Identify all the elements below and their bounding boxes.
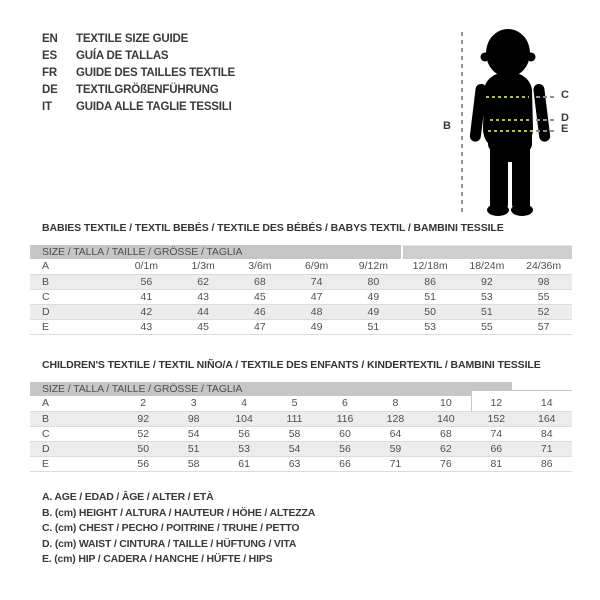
- hip-label: E: [561, 123, 569, 135]
- measurement-legend: [42, 490, 315, 568]
- table-cell: 71: [522, 441, 573, 456]
- row-label: A: [30, 259, 118, 274]
- table-row: [30, 319, 572, 334]
- table-cell: 2: [118, 396, 168, 411]
- table-cell: 49: [288, 319, 345, 334]
- table-row: [30, 411, 572, 426]
- table-cell: 98: [168, 411, 218, 426]
- babies-header-highlight: [401, 245, 572, 259]
- table-cell: 92: [118, 411, 168, 426]
- language-row: [42, 31, 235, 48]
- table-row: [30, 274, 572, 289]
- table-cell: 0/1m: [118, 259, 175, 274]
- babies-size-table: [30, 245, 572, 335]
- language-code: DE: [42, 84, 58, 96]
- waist-label: D: [561, 112, 569, 124]
- table-cell: 164: [522, 411, 573, 426]
- table-cell: 45: [175, 319, 232, 334]
- table-cell: 6: [320, 396, 370, 411]
- legend-row: C. (cm) CHEST / PECHO / POITRINE / TRUHE / PETTO: [42, 522, 300, 534]
- table-cell: 50: [118, 441, 168, 456]
- table-cell: 9/12m: [345, 259, 402, 274]
- table-cell: 68: [232, 274, 289, 289]
- height-label: B: [443, 120, 451, 132]
- language-row: [42, 48, 235, 65]
- table-cell: 56: [219, 426, 269, 441]
- table-cell: 92: [459, 274, 516, 289]
- table-cell: 8: [370, 396, 420, 411]
- table-cell: 53: [459, 289, 516, 304]
- table-row: [30, 304, 572, 319]
- table-cell: 3: [168, 396, 218, 411]
- table-cell: 43: [175, 289, 232, 304]
- row-label: B: [30, 274, 118, 289]
- language-title: TEXTILE SIZE GUIDE: [76, 33, 189, 45]
- table-cell: 45: [232, 289, 289, 304]
- table-cell: 50: [402, 304, 459, 319]
- table-cell: 1/3m: [175, 259, 232, 274]
- table-cell: 140: [421, 411, 471, 426]
- language-code: FR: [42, 67, 57, 79]
- table-cell: 52: [118, 426, 168, 441]
- table-cell: 81: [471, 456, 521, 471]
- table-cell: 47: [288, 289, 345, 304]
- children-section-title: CHILDREN'S TEXTILE / TEXTIL NIÑO/A / TEXTILE DES ENFANTS / KINDERTEXTIL / BAMBINI TESSILE: [42, 359, 541, 371]
- table-cell: 44: [175, 304, 232, 319]
- table-cell: 152: [471, 411, 521, 426]
- chest-measure-dash: [536, 96, 557, 98]
- table-cell: 53: [402, 319, 459, 334]
- table-cell: 12: [471, 396, 521, 411]
- babies-table-header: [30, 245, 572, 259]
- row-label: E: [30, 456, 118, 471]
- table-cell: 56: [118, 274, 175, 289]
- table-cell: 24/36m: [515, 259, 572, 274]
- babies-header-text: SIZE / TALLA / TAILLE / GRÖSSE / TAGLIA: [42, 246, 243, 258]
- table-cell: 51: [402, 289, 459, 304]
- table-row: [30, 441, 572, 456]
- table-cell: 58: [269, 426, 319, 441]
- table-cell: 10: [421, 396, 471, 411]
- table-cell: 59: [370, 441, 420, 456]
- babies-section-title: BABIES TEXTILE / TEXTIL BEBÉS / TEXTILE DES BÉBÉS / BABYS TEXTIL / BAMBINI TESSILE: [42, 222, 504, 234]
- chest-measure-line: [486, 96, 529, 98]
- language-row: [42, 65, 235, 82]
- table-cell: 53: [219, 441, 269, 456]
- legend-row: D. (cm) WAIST / CINTURA / TAILLE / HÜFTUNG / VITA: [42, 537, 297, 550]
- legend-row: B. (cm) HEIGHT / ALTURA / HAUTEUR / HÖHE / ALTEZZA: [42, 506, 316, 519]
- language-title: GUIDA ALLE TAGLIE TESSILI: [76, 101, 232, 113]
- table-cell: 14: [522, 396, 573, 411]
- table-cell: 58: [168, 456, 218, 471]
- table-row: [30, 456, 572, 471]
- table-cell: 49: [345, 304, 402, 319]
- table-cell: 41: [118, 289, 175, 304]
- table-cell: 6/9m: [288, 259, 345, 274]
- table-cell: 104: [219, 411, 269, 426]
- table-cell: 116: [320, 411, 370, 426]
- table-cell: 111: [269, 411, 319, 426]
- language-row: [42, 99, 235, 116]
- table-cell: 62: [421, 441, 471, 456]
- table-cell: 68: [421, 426, 471, 441]
- child-measurement-figure: [430, 20, 600, 225]
- table-cell: 51: [345, 319, 402, 334]
- legend-row: A. AGE / EDAD / ÂGE / ALTER / ETÀ: [42, 491, 214, 503]
- table-cell: 74: [288, 274, 345, 289]
- table-cell: 46: [232, 304, 289, 319]
- table-cell: 98: [515, 274, 572, 289]
- table-cell: 66: [320, 456, 370, 471]
- language-code: IT: [42, 101, 52, 113]
- row-label: A: [30, 396, 118, 411]
- chest-label: C: [561, 89, 569, 101]
- table-cell: 18/24m: [459, 259, 516, 274]
- row-label: C: [30, 289, 118, 304]
- table-cell: 66: [471, 441, 521, 456]
- table-cell: 84: [522, 426, 573, 441]
- table-cell: 62: [175, 274, 232, 289]
- table-cell: 42: [118, 304, 175, 319]
- table-cell: 71: [370, 456, 420, 471]
- table-cell: 4: [219, 396, 269, 411]
- table-cell: 49: [345, 289, 402, 304]
- table-cell: 47: [232, 319, 289, 334]
- table-cell: 51: [459, 304, 516, 319]
- language-code: ES: [42, 50, 57, 62]
- hip-measure-line: [488, 130, 533, 132]
- children-table-header: [30, 382, 572, 396]
- table-cell: 43: [118, 319, 175, 334]
- language-title: GUÍA DE TALLAS: [76, 50, 169, 62]
- children-header-text: SIZE / TALLA / TAILLE / GRÖSSE / TAGLIA: [42, 383, 243, 395]
- table-row: [30, 396, 572, 411]
- table-cell: 56: [320, 441, 370, 456]
- table-row: [30, 289, 572, 304]
- language-code: EN: [42, 33, 58, 45]
- legend-row: E. (cm) HIP / CADERA / HANCHE / HÜFTE / HIPS: [42, 553, 273, 565]
- table-cell: 5: [269, 396, 319, 411]
- row-label: B: [30, 411, 118, 426]
- table-cell: 55: [515, 289, 572, 304]
- table-row: [30, 426, 572, 441]
- language-title: TEXTILGRÖßENFÜHRUNG: [76, 84, 219, 96]
- table-cell: 128: [370, 411, 420, 426]
- table-cell: 54: [168, 426, 218, 441]
- hip-measure-dash: [536, 130, 557, 132]
- waist-measure-dash: [536, 119, 557, 121]
- table-cell: 3/6m: [232, 259, 289, 274]
- table-cell: 48: [288, 304, 345, 319]
- table-cell: 55: [459, 319, 516, 334]
- row-label: D: [30, 304, 118, 319]
- table-cell: 86: [522, 456, 573, 471]
- language-title-list: [42, 31, 235, 116]
- table-cell: 54: [269, 441, 319, 456]
- child-silhouette: [448, 28, 572, 218]
- table-cell: 52: [515, 304, 572, 319]
- language-row: [42, 82, 235, 99]
- table-cell: 76: [421, 456, 471, 471]
- table-cell: 12/18m: [402, 259, 459, 274]
- children-header-notch-strip: [471, 391, 572, 396]
- table-cell: 74: [471, 426, 521, 441]
- table-cell: 86: [402, 274, 459, 289]
- row-label: D: [30, 441, 118, 456]
- language-title: GUIDE DES TAILLES TEXTILE: [76, 67, 235, 79]
- children-size-table: [30, 382, 572, 472]
- table-cell: 56: [118, 456, 168, 471]
- children-header-notch: [512, 382, 572, 390]
- table-cell: 60: [320, 426, 370, 441]
- table-row: [30, 259, 572, 274]
- table-cell: 64: [370, 426, 420, 441]
- row-label: E: [30, 319, 118, 334]
- row-label: C: [30, 426, 118, 441]
- waist-measure-line: [490, 119, 531, 121]
- height-measure-line: [461, 32, 463, 213]
- table-cell: 61: [219, 456, 269, 471]
- table-cell: 57: [515, 319, 572, 334]
- table-cell: 51: [168, 441, 218, 456]
- table-cell: 80: [345, 274, 402, 289]
- table-cell: 63: [269, 456, 319, 471]
